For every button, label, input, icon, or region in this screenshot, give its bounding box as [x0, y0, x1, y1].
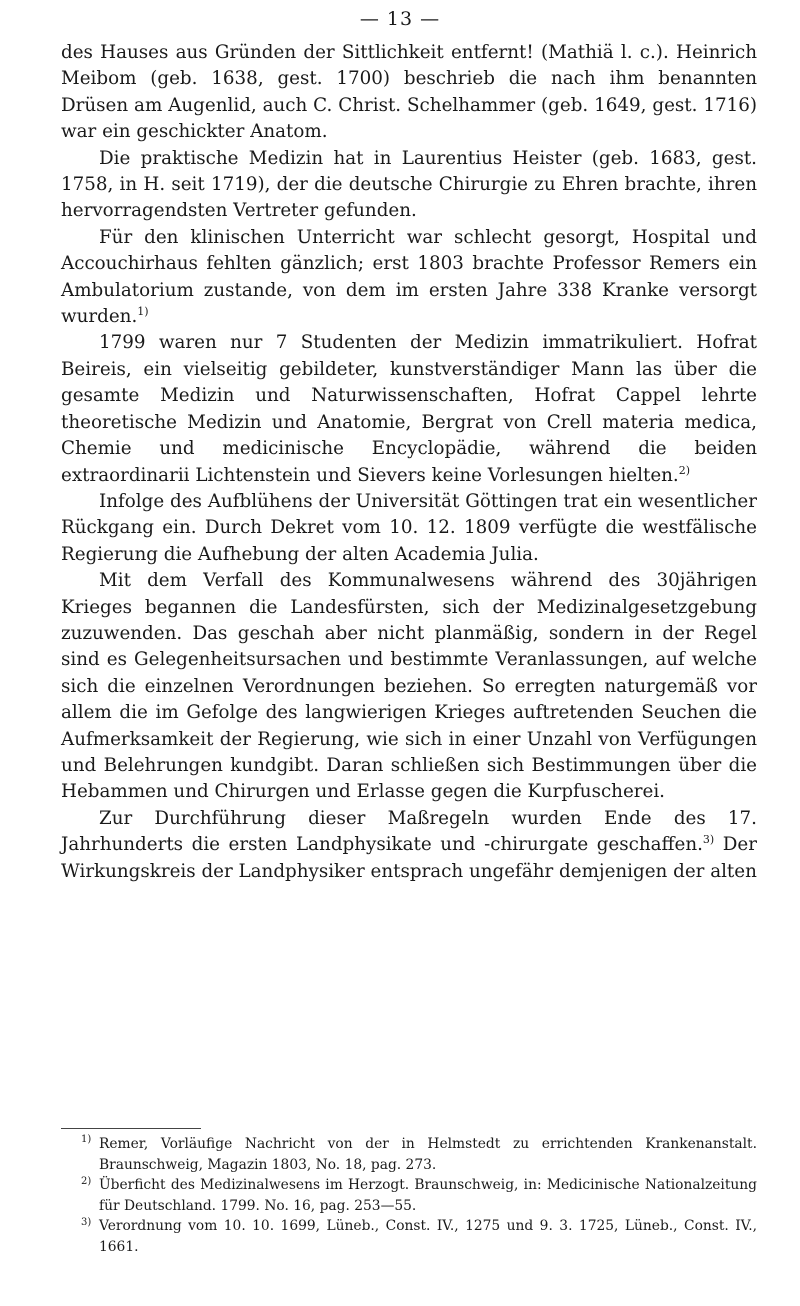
- paragraph-3: [61, 225, 757, 331]
- footnote-2: 2) Überficht des Medizinalwesens im Herzogt. Braunschweig, in: Medicinische Nationalzeitung für Deutschland. 1799. No. 16, pag. 253—55.: [81, 1175, 757, 1214]
- footnote-text: Überficht des Medizinalwesens im Herzogt. Braunschweig, in: Medicinische Nationalzeitung für Deutschland. 1799. No. 16, pag. 253—55.: [99, 1177, 757, 1214]
- footnotes: [61, 1134, 757, 1258]
- paragraph-1: [61, 40, 757, 146]
- footnote-1: 1) Remer, Vorläufige Nachricht von der in Helmstedt zu errichtenden Krankenanstalt. Braunschweig, Magazin 1803, No. 18, pag. 273.: [81, 1134, 757, 1173]
- footnote-ref-3[interactable]: 3): [702, 833, 715, 847]
- paragraph-text: des Hauses aus Gründen der Sittlichkeit entfernt! (Mathiä l. c.). Heinrich Meibom (geb. 1638, gest. 1700) beschrieb die nach ihm benannten Drüsen am Augenlid, auch C. Christ. Schelhammer (geb. 1649, gest. 1716) war ein geschickter Anatom.: [61, 42, 757, 143]
- footnote-ref-1[interactable]: 1): [137, 304, 149, 318]
- paragraph-text: Mit dem Verfall des Kommunalwesens während des 30jährigen Krieges begannen die Landesfürsten, sich der Medizinalgesetzgebung zuzuwenden. Das geschah aber nicht planmäßig, sondern in der Regel sind es Gelegenheitsursachen und bestimmte Veranlassungen, auf welche sich die einzelnen Verordnungen beziehen. So erregten naturgemäß vor allem die im Gefolge des langwierigen Krieges auftretenden Seuchen die Aufmerksamkeit der Regierung, wie sich in einer Unzahl von Verfügungen und Belehrungen kundgibt. Daran schließen sich Bestimmungen über die Hebammen und Chirurgen und Erlasse gegen die Kurpfuscherei.: [61, 570, 757, 803]
- paragraph-text-continued: Der Wirkungskreis der Landphysiker entsprach ungefähr demjenigen der alten: [61, 834, 757, 882]
- body-text: [61, 40, 757, 885]
- paragraph-text: Zur Durchführung dieser Maßregeln wurden Ende des 17. Jahrhunderts die ersten Landphysikate und -chirurgate geschaffen.: [61, 807, 757, 856]
- footnote-text: Remer, Vorläufige Nachricht von der in Helmstedt zu errichtenden Krankenanstalt. Braunschweig, Magazin 1803, No. 18, pag. 273.: [99, 1136, 757, 1173]
- footnote-divider: [61, 1128, 201, 1129]
- paragraph-text: 1799 waren nur 7 Studenten der Medizin immatrikuliert. Hofrat Beireis, ein vielseitig gebildeter, kunstverständiger Mann las über die gesamte Medizin und Naturwissenschaften, Hofrat Cappel lehrte theoretische Medizin und Anatomie, Bergrat von Crell materia medica, Chemie und medicinische Encyclopädie, während die beiden extraordinarii Lichtenstein und Sievers keine Vorlesungen hielten.: [61, 332, 757, 486]
- footnote-3: 3) Verordnung vom 10. 10. 1699, Lüneb., Const. IV., 1275 und 9. 3. 1725, Lüneb., Const. IV., 1661.: [81, 1216, 757, 1255]
- paragraph-6: [61, 568, 757, 806]
- footnote-ref-2[interactable]: 2): [678, 463, 691, 477]
- footnote-text: Verordnung vom 10. 10. 1699, Lüneb., Const. IV., 1275 und 9. 3. 1725, Lüneb., Const. IV., 1661.: [99, 1218, 757, 1255]
- paragraph-5: [61, 489, 757, 568]
- paragraph-text: Für den klinischen Unterricht war schlecht gesorgt, Hospital und Accouchirhaus fehlten gänzlich; erst 1803 brachte Professor Remers ein Ambulatorium zustande, von dem im ersten Jahre 338 Kranke versorgt wurden.: [61, 226, 757, 328]
- paragraph-4: [61, 330, 757, 488]
- paragraph-2: [61, 146, 757, 225]
- paragraph-text: Infolge des Aufblühens der Universität Göttingen trat ein wesentlicher Rückgang ein. Durch Dekret vom 10. 12. 1809 verfügte die westfälische Regierung die Aufhebung der alten Academia Julia.: [61, 490, 757, 565]
- paragraph-7: [61, 806, 757, 885]
- page-number: — 13 —: [359, 8, 441, 30]
- paragraph-text: Die praktische Medizin hat in Laurentius Heister (geb. 1683, gest. 1758, in H. seit 1719), der die deutsche Chirurgie zu Ehren brachte, ihren hervorragendsten Vertreter gefunden.: [61, 147, 757, 222]
